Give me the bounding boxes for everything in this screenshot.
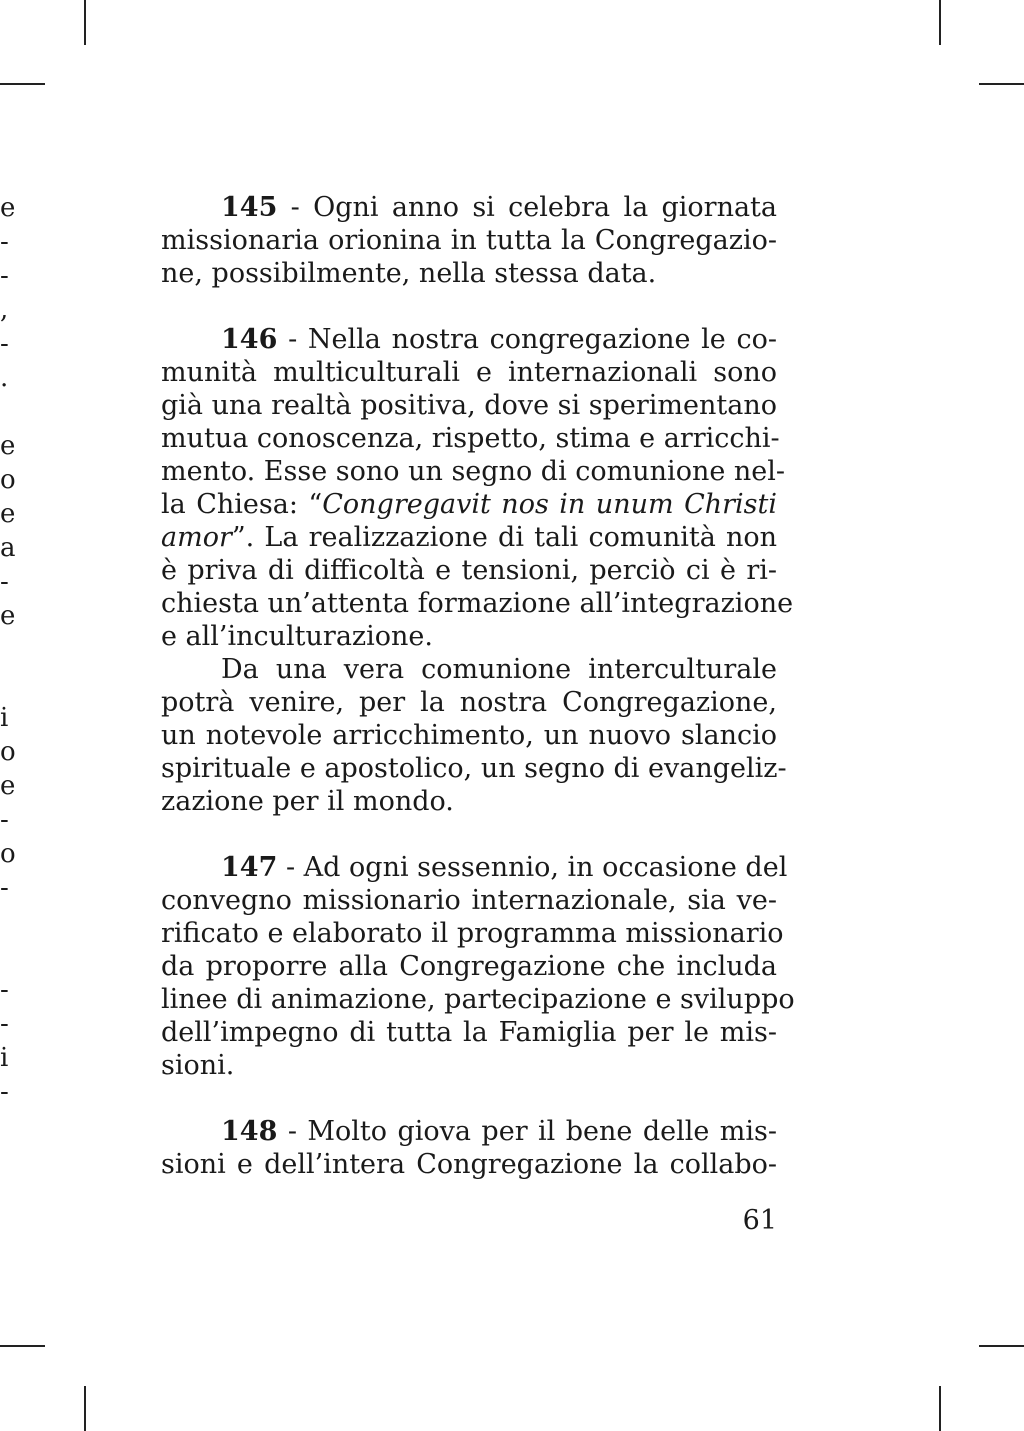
margin-fragment: o <box>0 839 16 869</box>
margin-fragment <box>0 395 14 429</box>
paragraph-147 <box>161 851 795 1082</box>
text-line: mento. Esse sono un segno di comunione nel- <box>161 456 786 487</box>
text-line: è priva di difficoltà e tensioni, perciò ci è ri- <box>161 555 777 586</box>
crop-mark-top-right-vertical <box>939 0 941 45</box>
text-line: missionaria orionina in tutta la Congregazio- <box>161 225 777 256</box>
latin-quote: Congregavit nos in unum Christi <box>322 489 777 520</box>
page-number: 61 <box>742 1205 777 1236</box>
margin-fragment: - <box>0 261 9 291</box>
crop-mark-bottom-right-vertical <box>939 1386 941 1431</box>
text-line: amor”. La realizzazione di tali comunità non <box>161 522 777 553</box>
text-line: zazione per il mondo. <box>161 786 454 817</box>
margin-fragment: i <box>0 1043 9 1073</box>
text-line: sioni. <box>161 1050 235 1081</box>
margin-fragment: - <box>0 975 9 1005</box>
margin-fragment: e <box>0 601 16 631</box>
paragraph-gap <box>161 1082 777 1115</box>
text-line: 146 - Nella nostra congregazione le co- <box>221 324 777 355</box>
margin-fragment <box>0 939 14 973</box>
paragraph-number: 145 <box>221 192 278 223</box>
body-text <box>161 191 795 1181</box>
crop-mark-bottom-right-horizontal <box>979 1345 1024 1347</box>
text-line: rificato e elaborato il programma missionario <box>161 918 784 949</box>
text-line: chiesta un’attenta formazione all’integrazione <box>161 588 794 619</box>
text-line: dell’impegno di tutta la Famiglia per le mis- <box>161 1017 777 1048</box>
crop-mark-top-right-horizontal <box>979 83 1024 85</box>
margin-fragment: . <box>0 363 9 393</box>
text-line: 145 - Ogni anno si celebra la giornata <box>221 192 777 223</box>
crop-mark-top-left-vertical <box>84 0 86 45</box>
margin-fragment: - <box>0 567 9 597</box>
crop-mark-bottom-left-horizontal <box>0 1345 45 1347</box>
paragraph-gap <box>161 818 777 851</box>
text-line: spirituale e apostolico, un segno di evangeliz- <box>161 753 787 784</box>
margin-fragment: o <box>0 465 16 495</box>
latin-quote-end: amor <box>161 522 232 553</box>
margin-fragment <box>0 633 14 667</box>
paragraph-number: 148 <box>221 1116 278 1147</box>
paragraph-146-continuation <box>161 653 787 818</box>
crop-mark-bottom-left-vertical <box>84 1386 86 1431</box>
margin-fragment: - <box>0 1009 9 1039</box>
margin-fragment: e <box>0 431 16 461</box>
margin-fragment: - <box>0 805 9 835</box>
text-line: convegno missionario internazionale, sia ve- <box>161 885 777 916</box>
paragraph-146 <box>161 323 794 653</box>
margin-fragment: - <box>0 227 9 257</box>
text-line: Da una vera comunione interculturale <box>221 654 777 685</box>
text-line: 148 - Molto giova per il bene delle mis- <box>221 1116 777 1147</box>
margin-fragment <box>0 905 14 939</box>
margin-fragment: o <box>0 737 16 767</box>
paragraph-145 <box>161 191 777 290</box>
text-line: un notevole arricchimento, un nuovo slancio <box>161 720 777 751</box>
text-line: la Chiesa: “Congregavit nos in unum Christi <box>161 489 777 520</box>
margin-fragment: - <box>0 1077 9 1107</box>
text-line: linee di animazione, partecipazione e sviluppo <box>161 984 795 1015</box>
margin-fragment: - <box>0 873 9 903</box>
margin-fragment: - <box>0 329 9 359</box>
paragraph-number: 147 <box>221 852 278 883</box>
text-line: sioni e dell’intera Congregazione la collabo- <box>161 1149 777 1180</box>
text-line: 147 - Ad ogni sessennio, in occasione del <box>221 852 788 883</box>
text-line: munità multiculturali e internazionali sono <box>161 357 777 388</box>
crop-mark-top-left-horizontal <box>0 83 45 85</box>
margin-fragment: e <box>0 193 16 223</box>
text-line: da proporre alla Congregazione che includa <box>161 951 777 982</box>
margin-fragment: , <box>0 295 9 325</box>
paragraph-148 <box>161 1115 777 1181</box>
paragraph-number: 146 <box>221 324 278 355</box>
text-line: potrà venire, per la nostra Congregazione, <box>161 687 777 718</box>
margin-fragment: e <box>0 771 16 801</box>
text-line: e all’inculturazione. <box>161 621 433 652</box>
margin-fragment: a <box>0 533 16 563</box>
text-line: già una realtà positiva, dove si sperimentano <box>161 390 777 421</box>
paragraph-gap <box>161 290 777 323</box>
margin-fragment: e <box>0 499 16 529</box>
margin-fragment: i <box>0 703 9 733</box>
text-line: ne, possibilmente, nella stessa data. <box>161 258 657 289</box>
left-margin-fragments <box>0 191 14 1109</box>
margin-fragment <box>0 667 14 701</box>
text-line: mutua conoscenza, rispetto, stima e arricchi- <box>161 423 780 454</box>
